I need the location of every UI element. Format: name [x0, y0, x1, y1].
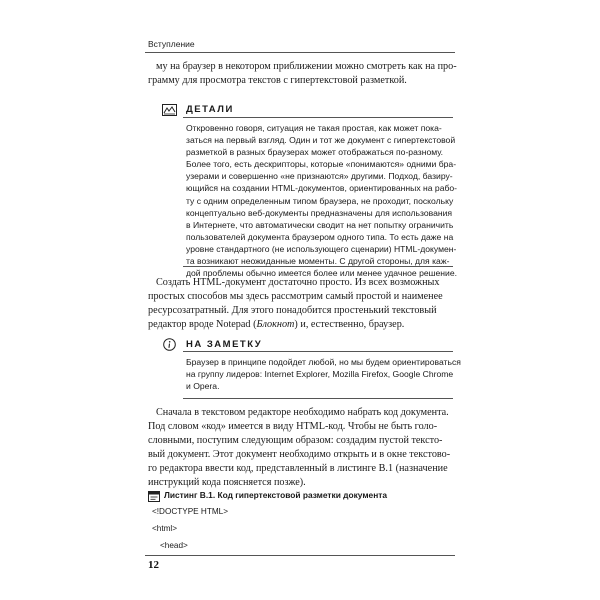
paragraph-line: [148, 318, 453, 332]
details-line: Более того, есть дескрипторы, которые «понимаются» одними бра-: [186, 159, 457, 170]
code-line: <head>: [160, 541, 188, 550]
details-title: ДЕТАЛИ: [186, 104, 234, 115]
details-rule-bottom: [183, 266, 453, 267]
listing-icon: [148, 489, 160, 500]
paragraph-line: ресурсозатратный. Для этого понадобится простенький текстовый: [148, 304, 437, 316]
paragraph-line: простых способов мы здесь рассмотрим самый простой и наименее: [148, 290, 443, 302]
note-line: Браузер в принципе подойдет любой, но мы будем ориентироваться: [186, 357, 461, 367]
footer-rule: [145, 555, 455, 556]
intro-paragraph: [148, 60, 457, 88]
details-line: концептуально веб-документы предназначены для использования: [186, 207, 453, 218]
info-circle-icon: [163, 338, 179, 350]
paragraph-line: Сначала в текстовом редакторе необходимо набрать код документа.: [156, 407, 449, 418]
body-paragraph-2: [148, 276, 453, 332]
paragraph-text: редактор вроде Notepad (: [148, 318, 257, 330]
page-number: 12: [148, 559, 159, 571]
note-rule-top: [183, 351, 453, 352]
code-line: <!DOCTYPE HTML>: [152, 507, 228, 516]
details-line: дой проблемы обычно имеется более или менее удачное решение.: [186, 268, 458, 279]
details-rule-top: [183, 117, 453, 118]
emphasis-text: Блокнот: [256, 318, 295, 330]
details-body: [186, 122, 458, 279]
listing-caption: Листинг В.1. Код гипертекстовой разметки документа: [164, 490, 388, 500]
details-line: та возникают неожиданные моменты. С другой стороны, для каж-: [186, 256, 450, 267]
paragraph-line: словными, поступим следующим образом: создадим пустой тексто-: [148, 434, 443, 446]
body-paragraph-3: [148, 406, 453, 489]
paragraph-line: вый документ. Этот документ необходимо открыть и в окне текстово-: [148, 448, 451, 460]
paragraph-line: Под словом «код» имеется в виду HTML-код. Чтобы не быть голо-: [148, 420, 438, 432]
details-line: уровне стандартного (не использующего сценарии) HTML-докумен-: [186, 243, 457, 254]
note-line: и Opera.: [186, 381, 220, 392]
details-line: Откровенно говоря, ситуация не такая простая, как может пока-: [186, 123, 442, 133]
note-rule-bottom: [183, 398, 453, 399]
details-line: заться на первый взгляд. Один и тот же документ с гипертекстовой: [186, 135, 456, 146]
details-line: разметкой в разных браузерах может отображаться по-разному.: [186, 147, 444, 158]
header-rule: [145, 52, 455, 53]
note-line: на группу лидеров: Internet Explorer, Mozilla Firefox, Google Chrome: [186, 369, 454, 380]
note-body: [186, 356, 461, 392]
note-title: НА ЗАМЕТКУ: [186, 339, 263, 350]
details-line: ющийся на создании HTML-документов, ориентированных на рабо-: [186, 183, 458, 194]
code-line: <html>: [152, 524, 178, 533]
details-line: пользователей документа браузером одного типа. То есть даже на: [186, 231, 454, 242]
running-head: Вступление: [148, 39, 195, 49]
paragraph-line: го редактора ввести код, представленный в листинге В.1 (назначение: [148, 462, 448, 474]
details-line: узерами и совершенно «не признаются» другими. Подход, базиру-: [186, 171, 453, 182]
paragraph-line: Создать HTML-документ достаточно просто. Из всех возможных: [156, 277, 440, 288]
paragraph-text: ) и, естественно, браузер.: [294, 318, 405, 330]
paragraph-line: му на браузер в некотором приближении можно смотреть как на про-: [156, 61, 457, 72]
details-line: ту с одним определенным типом браузера, не проходит, поскольку: [186, 195, 454, 206]
details-icon: [162, 103, 178, 115]
paragraph-line: инструкций кода поясняется позже).: [148, 476, 306, 488]
paragraph-line: грамму для просмотра текстов с гипертекстовой разметкой.: [148, 75, 407, 86]
details-line: в Интернете, что автоматически сводит на нет попытку ограничить: [186, 219, 454, 230]
